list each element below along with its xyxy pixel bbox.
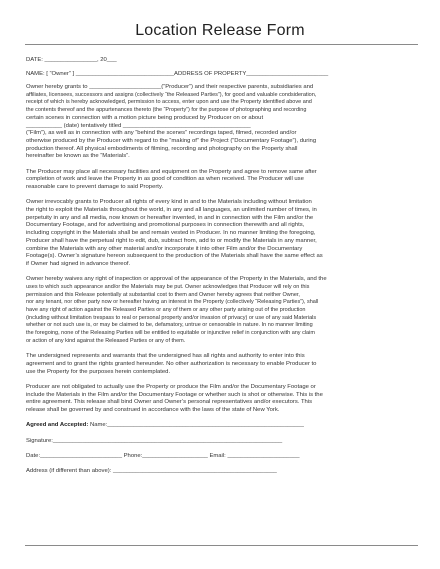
facilities-paragraph	[26, 169, 418, 192]
paragraph-line: Owner hereby waives any right of inspection or approval of the appearance of the Property in the Materials, and the	[26, 276, 327, 283]
address-field[interactable]: Address (if different than above): __________________________________________________	[26, 468, 277, 475]
title-divider	[25, 44, 418, 45]
paragraph-line: permission and this Release potentially at substantial cost to them and Owner hereby agrees that neither Owner,	[26, 291, 300, 298]
paragraph-line: release shall be governed by and construed in accordance with the laws of the state of New York.	[26, 406, 280, 413]
paragraph-line: Owner irrevocably grants to Producer all rights of every kind in and to the Materials including without limitation	[26, 199, 312, 206]
signature-field[interactable]: Signature:______________________________________________________________________	[26, 437, 283, 444]
paragraph-line: entire agreement. This release shall bind Owner and Owner’s personal representatives and/or executors. This	[26, 399, 313, 406]
paragraph-line: reasonable care to prevent damage to said Property.	[26, 184, 164, 191]
date-line: DATE: ________________, 20___	[26, 57, 117, 63]
agreed-label: Agreed and Accepted:	[26, 422, 89, 429]
obligation-paragraph	[26, 384, 418, 415]
paragraph-line: including copyright in the Materials shall be and remain vested in Producer. In no manner limiting the foregoing,	[26, 230, 316, 237]
paragraph-line: Documentary Footage, and for advertising and promotional purposes in connection therewith and all rights,	[26, 222, 305, 229]
paragraph-line: perpetuity in any and all media, now known or hereafter invented, in and in connection with the Film and/or the	[26, 214, 314, 221]
footer-divider	[25, 545, 418, 546]
paragraph-line: Producer are not obligated to actually use the Property or produce the Film and/or the Documentary Footage or	[26, 383, 316, 390]
paragraph-line: include the Materials in the Film and/or the Documentary Footage or whether such is shot or otherwise. This is the	[26, 391, 323, 398]
paragraph-line: ___________ (date) tentatively titled _______________________________________	[26, 122, 251, 129]
grant-paragraph	[26, 84, 418, 161]
paragraph-line: uses to which such appearance and/or the Materials may be put. Owner acknowledges that Producer will rely on this	[26, 283, 310, 290]
paragraph-line: Producer shall have the perpetual right to edit, dub, subtract from, add to or modify the Materials in any manner,	[26, 237, 317, 244]
name-field[interactable]: Name:____________________________________________________________	[88, 422, 304, 429]
paragraph-line: Owner hereby grants to ______________________(“Producer”) and their respective parents, subsidiaries and	[26, 84, 314, 90]
paragraph-line: whether or not such use is, or may be claimed to be, defamatory, untrue or censorable in nature. In no manner limiting	[26, 322, 313, 329]
waiver-paragraph	[26, 276, 418, 345]
date-phone-email-field[interactable]: Date:_________________________ Phone:____________________ Email: ______________________	[26, 452, 300, 459]
agreed-accepted-line	[26, 422, 418, 430]
page-title: Location Release Form	[135, 22, 305, 39]
paragraph-line: production thereof. All physical embodiments of filming, recording and photography on the Property shall	[26, 145, 298, 152]
paragraph-line: receipt of which is hereby acknowledged, permission to access, enter upon and use the Property identified above and	[26, 99, 312, 106]
paragraph-line: the foregoing, none of the Releasing Parties will be entitled to equitable or injunctive relief in conjunction with any claim	[26, 330, 315, 337]
paragraph-line: the right to exploit the Materials throughout the world, in any and all languages, an unlimited number of times, in	[26, 207, 317, 214]
paragraph-line: hereinafter be known as the “Materials”.	[26, 153, 130, 160]
paragraph-line: (including without limitation trespass to real or personal property and/or invasion of privacy) or use of any said Materials	[26, 314, 317, 321]
paragraph-line: Footage(s). Owner’s signature hereon subsequent to the production of the Materials shall have the same effect as	[26, 253, 323, 260]
name-address-line: NAME: [ “Owner” ] ______________________________ADDRESS OF PROPERTY_________________________	[26, 70, 329, 77]
paragraph-line: combine the Materials with any other material and/or incorporate it into other Film and/or the Documentary	[26, 245, 303, 252]
paragraph-line: nor any tenant, nor other party now or hereafter having an interest in the Property (collectively “Releasing Parties”), shall	[26, 299, 319, 306]
paragraph-line: affiliates, licensees, successors and assigns (collectively “the Released Parties”), for good and valuable condsideration,	[26, 91, 317, 98]
paragraph-line: the contents thereof and the appurtenances thereto (the “Property”) for the purpose of photographing and recording	[26, 107, 307, 114]
warranty-paragraph	[26, 353, 418, 376]
paragraph-line: otherwise produced by the Producer with regard to the “making of” the Project (“Documentary Footage”), during	[26, 137, 317, 144]
paragraph-line: (“Film”), as well as in connection with any “behind the scenes” recordings taped, filmed, recorded and/or	[26, 130, 297, 137]
paragraph-line: The Producer may place all necessary facilities and equipment on the Property and agree to remove same after	[26, 168, 317, 175]
paragraph-line: The undersigned represents and warrants that the undersigned has all rights and authority to enter into this	[26, 353, 305, 360]
rights-paragraph	[26, 199, 418, 268]
release-document	[26, 57, 418, 476]
paragraph-line: certain scenes in connection with a motion picture being produced by Producer on or about	[26, 114, 264, 121]
paragraph-line: use the Property for the purposes herein contemplated.	[26, 368, 171, 375]
paragraph-line: agreement and to grant the rights granted hereunder. No other authorization is necessary to enable Producer to	[26, 360, 317, 367]
paragraph-line: completion of work and leave the Property in as good of condition as when received. The Producer will use	[26, 176, 304, 183]
paragraph-line: if Owner had signed in advance thereof.	[26, 260, 131, 267]
paragraph-line: or action of any kind against the Released Parties or any of them.	[26, 337, 186, 344]
paragraph-line: have any right of action against the Released Parties or any of them or any other party arising out of the production	[26, 307, 306, 314]
